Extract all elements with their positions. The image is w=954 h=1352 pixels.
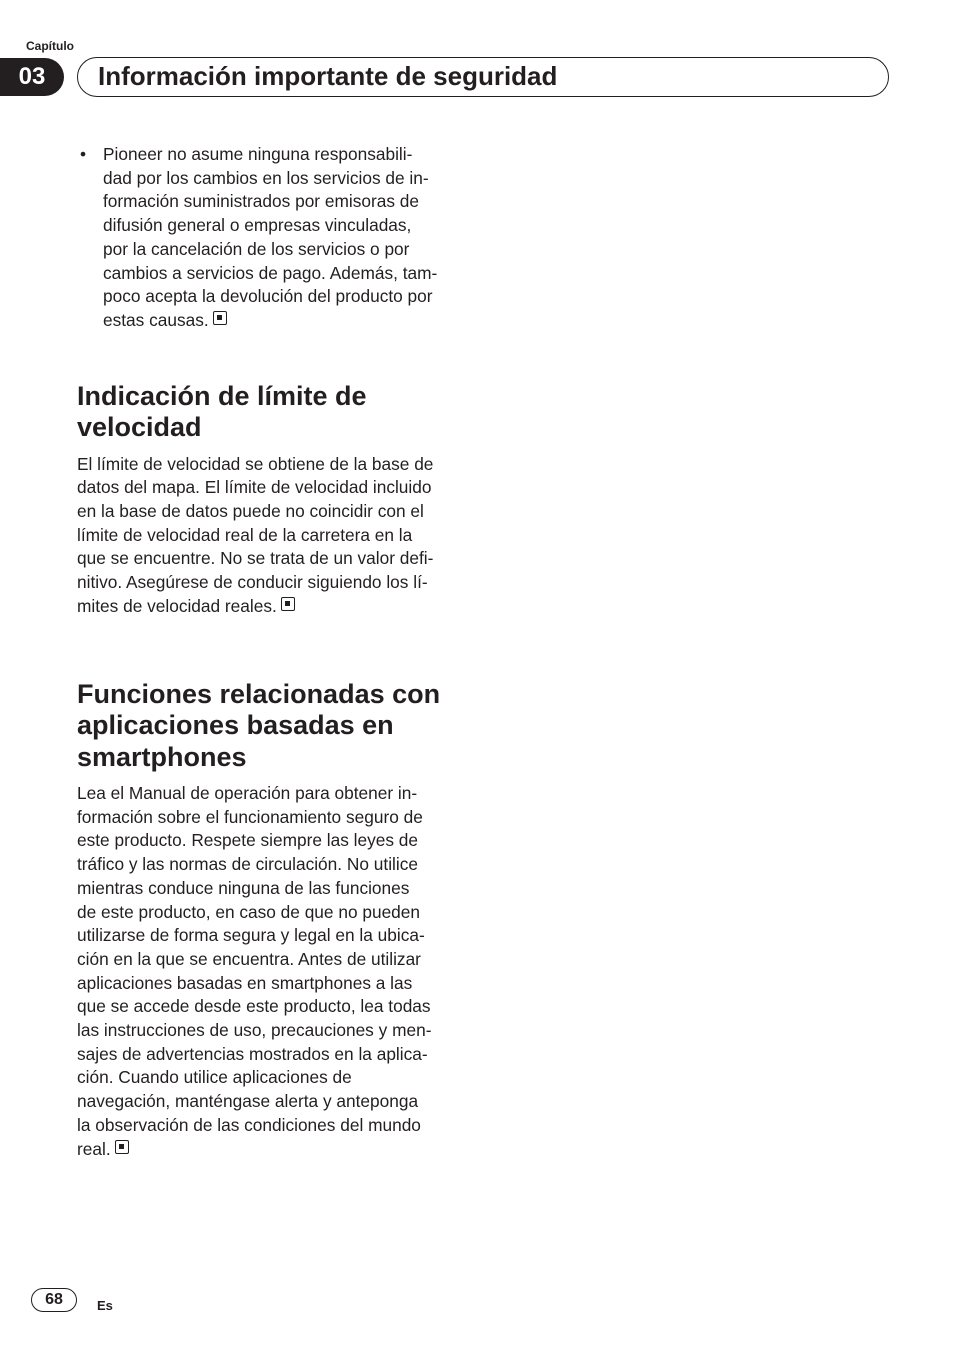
bullet-line: cambios a servicios de pago. Además, tam- (103, 262, 438, 283)
paragraph-line: navegación, manténgase alerta y anteponga (77, 1091, 419, 1112)
paragraph-line: ción en la que se encuentra. Antes de utilizar (77, 948, 421, 969)
paragraph-line: en la base de datos puede no coincidir con el (77, 501, 424, 522)
speed-limit-paragraph (77, 453, 469, 619)
end-of-section-icon (281, 597, 295, 611)
paragraph-line-text: mites de velocidad reales. (77, 595, 277, 616)
section-heading-smartphone-functions (77, 679, 469, 774)
bullet-line: dad por los cambios en los servicios de in- (103, 167, 429, 188)
heading-line: Funciones relacionadas con (77, 678, 441, 709)
paragraph-line: ción. Cuando utilice aplicaciones de (77, 1067, 352, 1088)
heading-line: Indicación de límite de (77, 380, 367, 411)
paragraph-line: que se encuentre. No se trata de un valor defi- (77, 548, 434, 569)
heading-line: velocidad (77, 412, 202, 443)
paragraph-line: Lea el Manual de operación para obtener in- (77, 783, 418, 804)
bullet-line: poco acepta la devolución del producto por (103, 286, 433, 307)
paragraph-line: datos del mapa. El límite de velocidad incluido (77, 477, 432, 498)
heading-line: aplicaciones basadas en (77, 710, 394, 741)
paragraph-line: este producto. Respete siempre las leyes de (77, 830, 419, 851)
bullet-line: Pioneer no asume ninguna responsabili- (103, 144, 413, 164)
smartphone-paragraph (77, 782, 469, 1161)
page-number: 68 (31, 1288, 77, 1312)
heading-line: smartphones (77, 741, 247, 772)
paragraph-line: nitivo. Asegúrese de conducir siguiendo los lí- (77, 572, 428, 593)
bullet-line: difusión general o empresas vinculadas, (103, 215, 412, 236)
chapter-title: Información importante de seguridad (98, 61, 558, 91)
paragraph-line-last (77, 595, 469, 619)
paragraph-line: formación sobre el funcionamiento seguro de (77, 806, 423, 827)
section-heading-speed-limit (77, 381, 469, 444)
bullet-dot-icon: • (80, 144, 87, 164)
end-of-section-icon (115, 1140, 129, 1154)
end-of-section-icon (213, 311, 227, 325)
bullet-item (77, 143, 469, 333)
bullet-line: por la cancelación de los servicios o por (103, 238, 410, 259)
paragraph-line: que se accede desde este producto, lea todas (77, 996, 431, 1017)
paragraph-line: mientras conduce ninguna de las funciones (77, 877, 410, 898)
content-column (77, 143, 469, 1161)
bullet-line: formación suministrados por emisoras de (103, 191, 419, 212)
bullet-line-text: estas causas. (103, 309, 209, 330)
chapter-label: Capítulo (26, 39, 74, 53)
paragraph-line: de este producto, en caso de que no pueden (77, 901, 421, 922)
language-code: Es (97, 1298, 113, 1313)
paragraph-line: El límite de velocidad se obtiene de la base de (77, 453, 434, 474)
paragraph-line-text: real. (77, 1138, 111, 1159)
paragraph-line: sajes de advertencias mostrados en la aplica- (77, 1043, 428, 1064)
paragraph-line: las instrucciones de uso, precauciones y men- (77, 1020, 432, 1041)
bullet-line-last (103, 309, 469, 333)
paragraph-line: utilizarse de forma segura y legal en la ubica- (77, 925, 425, 946)
paragraph-line: límite de velocidad real de la carretera en la (77, 524, 413, 545)
paragraph-line: aplicaciones basadas en smartphones a las (77, 972, 413, 993)
paragraph-line-last (77, 1138, 469, 1162)
paragraph-line: la observación de las condiciones del mundo (77, 1114, 421, 1135)
chapter-number-badge: 03 (0, 58, 64, 96)
paragraph-line: tráfico y las normas de circulación. No utilice (77, 854, 418, 875)
